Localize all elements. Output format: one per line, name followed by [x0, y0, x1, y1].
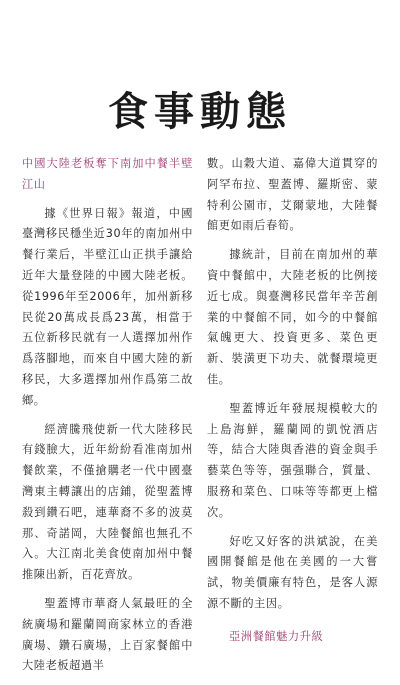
page-title: 食事動態 — [108, 88, 292, 135]
article-paragraph: 聖蓋博近年發展規模較大的上島海鮮，羅蘭岡的凱悅酒店等，結合大陸與香港的資金與手藝菜色等等，强强聯合，質量、服務和菜色、口味等等都更上檔次。 — [207, 401, 378, 519]
article-paragraph: 聖蓋博市華裔人氣最旺的全統廣場和羅蘭岡商家林立的香港廣場、鑽石廣場，上百家餐館中大陸老板超過半 — [22, 596, 193, 673]
article-paragraph: 好吃又好客的洪斌說，在美國開餐館是他在美國的一大嘗試，物美價廉有特色，是客人源源不斷的主因。 — [207, 534, 378, 610]
article-paragraph: 據《世界日報》報道，中國臺灣移民穩坐近30年的南加州中餐行業后，半壁江山正拱手讓給近年大量登陸的中國大陸老板。從1996年至2006年，加州新移民從20萬成長爲23萬，相當于五位新移民就有一人選擇加州作爲落腳地，而來自中國大陸的新移民，大多選擇加州作爲第二故鄉。 — [22, 206, 193, 407]
section-heading: 亞洲餐館魅力升級 — [229, 629, 324, 643]
article-paragraph: 經濟騰飛使新一代大陸移民有錢臉大，近年紛紛看准南加州餐飲業，不僅搶購老一代中國臺灣東主轉讓出的店鋪，從聖蓋博殺到鑽石吧，連華裔不多的波莫那、奇諾岡，大陸餐館也無孔不入。大江南北美食使南加州中餐推陳出新，百花齊放。 — [22, 422, 193, 582]
left-column — [22, 154, 193, 685]
section-heading: 中國大陸老板奪下南加中餐半壁江山 — [22, 157, 193, 191]
article-paragraph: 據統計，目前在南加州的華資中餐館中，大陸老板的比例接近七成。與臺灣移民當年辛苦創業的中餐館不同，如今的中餐館氣魄更大、投資更多、菜色更新、裝潢更下功夫、就餐環境更佳。 — [207, 248, 378, 386]
right-column — [207, 154, 378, 656]
article-paragraph: 數。山穀大道、嘉偉大道貫穿的阿罕布拉、聖蓋博、羅斯密、蒙特利公園市，艾爾蒙地，大陸餐館更如雨后春筍。 — [207, 157, 378, 233]
